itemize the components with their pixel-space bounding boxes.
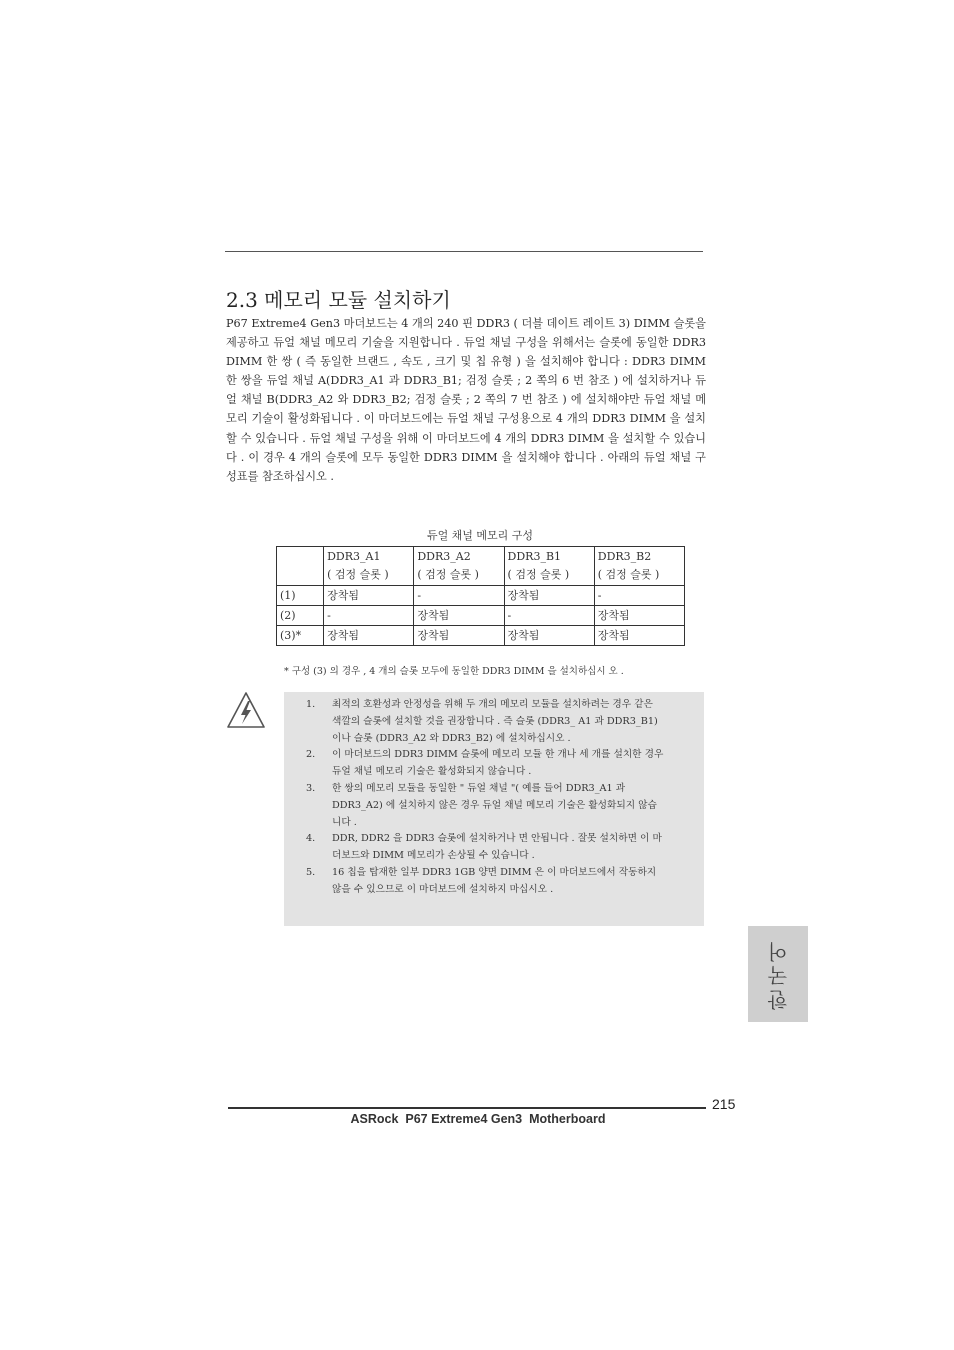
table-header-cell (324, 547, 414, 586)
table-header-cell (414, 547, 504, 586)
note-text: 한 쌍의 메모리 모듈을 동일한 " 듀얼 채널 "( 예를 들어 DDR3_A1 과 DDR3_A2) 에 설치하지 않은 경우 듀얼 채널 메모리 기술은 활성화되지 않습니다 . (332, 782, 657, 828)
table-cell: - (414, 586, 504, 606)
table-cell: 장착됨 (414, 626, 504, 646)
table-cell: 장착됨 (594, 626, 684, 646)
table-header-cell (504, 547, 594, 586)
list-item (306, 747, 664, 781)
slot-color: ( 검정 슬롯 ) (327, 568, 389, 581)
table-cell: 장착됨 (504, 586, 594, 606)
table-caption: 듀얼 채널 메모리 구성 (426, 529, 534, 542)
list-item (306, 697, 664, 747)
table-cell: 장착됨 (504, 626, 594, 646)
slot-color: ( 검정 슬롯 ) (507, 568, 570, 581)
table-cell: - (324, 606, 414, 626)
footer-title: ASRock P67 Extreme4 Gen3 Motherboard (350, 1112, 606, 1126)
table-footnote: * 구성 (3) 의 경우 , 4 개의 슬롯 모두에 동일한 DDR3 DIMM 을 설치하십시 오 . (284, 666, 624, 677)
language-label: 한국어 (766, 938, 791, 1010)
note-number: 2. (306, 749, 316, 761)
note-text: 이 마더보드의 DDR3 DIMM 슬롯에 메모리 모듈 한 개나 세 개를 설치한 경우 듀얼 채널 메모리 기술은 활성화되지 않습니다 . (332, 749, 664, 778)
warning-icon (226, 690, 266, 730)
table-cell: 장착됨 (414, 606, 504, 626)
list-item (306, 831, 664, 865)
table-row (277, 606, 685, 626)
note-text: DDR, DDR2 을 DDR3 슬롯에 설치하거나 면 안됩니다 . 잘못 설치하면 이 마더보드와 DIMM 메모리가 손상될 수 있습니다 . (332, 833, 662, 862)
section-title: 2.3 메모리 모듈 설치하기 (226, 288, 451, 312)
note-number: 1. (306, 699, 316, 710)
table-cell: 장착됨 (324, 586, 414, 606)
top-rule (225, 251, 703, 252)
row-label: (2) (277, 606, 324, 626)
slot-name: DDR3_B2 (597, 550, 652, 563)
table-cell: - (504, 606, 594, 626)
caution-notes-list (306, 697, 664, 899)
table-header-row (277, 547, 685, 586)
table-cell: 장착됨 (594, 606, 684, 626)
table-cell: 장착됨 (324, 626, 414, 646)
row-label: (3)* (277, 626, 324, 646)
table-row (277, 586, 685, 606)
slot-name: DDR3_A1 (327, 550, 381, 563)
list-item (306, 865, 664, 899)
footer-rule (228, 1107, 706, 1109)
note-text: 최적의 호환성과 안정성을 위해 두 개의 메모리 모듈을 설치하려는 경우 같은 색깔의 슬롯에 설치할 것을 권장합니다 . 즉 슬롯 (DDR3_ A1 과 DDR3_B1) 이나 슬롯 (DDR3_A2 와 DDR3_B2) 에 설치하십시오 . (332, 699, 658, 744)
note-number: 3. (306, 782, 316, 794)
caution-notes-box (284, 692, 704, 926)
note-text: 16 칩을 탑재한 일부 DDR3 1GB 양면 DIMM 은 이 마더보드에서 작동하지 않을 수 있으므로 이 마더보드에 설치하지 마십시오 . (332, 866, 657, 895)
note-number: 4. (306, 833, 316, 845)
dual-channel-config-table (276, 546, 685, 646)
note-number: 5. (306, 866, 316, 878)
slot-color: ( 검정 슬롯 ) (417, 568, 479, 581)
slot-color: ( 검정 슬롯 ) (597, 568, 660, 581)
page-number: 215 (712, 1096, 736, 1112)
row-label: (1) (277, 586, 324, 606)
table-cell: - (594, 586, 684, 606)
section-body: P67 Extreme4 Gen3 마더보드는 4 개의 240 핀 DDR3 ( 더블 데이트 레이트 3) DIMM 슬롯을 제공하고 듀얼 채널 메모리 기술을 지원합니다 . 듀얼 채널 구성을 위해서는 슬롯에 동일한 DDR3 DIMM 한 쌍 ( 즉 동일한 브랜드 , 속도 , 크기 및 칩 유형 ) 을 설치해야 합니다 : DDR3 DIMM 한 쌍을 듀얼 채널 A(DDR3_A1 과 DDR3_B1; 검정 슬롯 ; 2 쪽의 6 번 참조 ) 에 설치하거나 듀얼 채널 B(DDR3_A2 와 DDR3_B2; 검정 슬롯 ; 2 쪽의 7 번 참조 ) 에 설치해야만 듀얼 채널 메모리 기술이 활성화됩니다 . 이 마더보드에는 듀얼 채널 구성용으로 4 개의 DDR3 DIMM 을 설치할 수 있습니다 . 듀얼 채널 구성을 위해 이 마더보드에 4 개의 DDR3 DIMM 을 설치할 수 있습니다 . 이 경우 4 개의 슬롯에 모두 동일한 DDR3 DIMM 을 설치해야 합니다 . 아래의 듀얼 채널 구성표를 참조하십시오 . (226, 317, 706, 483)
table-row (277, 626, 685, 646)
table-corner-cell (277, 547, 324, 586)
slot-name: DDR3_A2 (417, 550, 471, 563)
list-item (306, 781, 664, 831)
table-header-cell (594, 547, 684, 586)
slot-name: DDR3_B1 (507, 550, 562, 563)
language-side-tab (748, 926, 808, 1022)
